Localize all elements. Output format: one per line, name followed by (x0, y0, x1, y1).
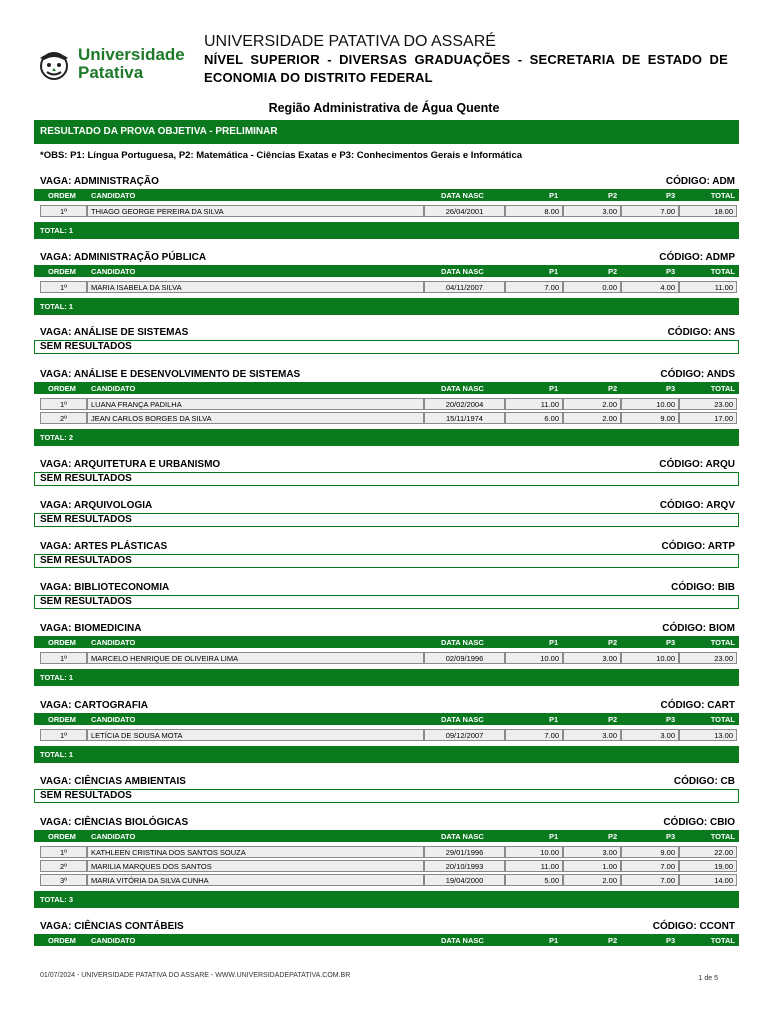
table-header (34, 382, 739, 394)
column-header-ordem: ORDEM (48, 638, 76, 647)
vaga-section (34, 921, 739, 946)
column-header-candidato: CANDIDATO (91, 832, 136, 841)
column-header-data: DATA NASC (441, 832, 484, 841)
cell-p1: 11.00 (505, 398, 563, 410)
table-total-bar (34, 669, 739, 686)
cell-total: 19.00 (679, 860, 737, 872)
column-header-total: TOTAL (710, 832, 735, 841)
table-header (34, 830, 739, 842)
column-header-ordem: ORDEM (48, 715, 76, 724)
university-logo (34, 44, 194, 88)
table-total-bar (34, 298, 739, 315)
cell-ordem: 1º (40, 205, 87, 217)
column-header-p1: P1 (549, 715, 559, 724)
column-header-candidato: CANDIDATO (91, 191, 136, 200)
cell-total: 23.00 (679, 652, 737, 664)
total-count: TOTAL: 1 (40, 302, 74, 311)
vaga-code: CÓDIGO: CB (673, 776, 735, 787)
vaga-name: VAGA: ADMINISTRAÇÃO PÚBLICA (40, 252, 207, 263)
column-header-total: TOTAL (710, 715, 735, 724)
column-header-total: TOTAL (710, 191, 735, 200)
column-header-p2: P2 (608, 715, 618, 724)
column-header-p1: P1 (549, 384, 559, 393)
column-header-total: TOTAL (710, 638, 735, 647)
column-header-p3: P3 (666, 638, 676, 647)
cell-p1: 7.00 (505, 729, 563, 741)
table-body (34, 725, 739, 742)
column-header-data: DATA NASC (441, 384, 484, 393)
vaga-title-bar (34, 817, 739, 830)
total-count: TOTAL: 1 (40, 226, 74, 235)
table-total-bar (34, 891, 739, 908)
column-header-ordem: ORDEM (48, 936, 76, 945)
vaga-section (34, 623, 739, 686)
cell-ordem: 1º (40, 281, 87, 293)
vaga-name: VAGA: ANÁLISE E DESENVOLVIMENTO DE SISTEMAS (40, 369, 301, 380)
table-row (34, 846, 739, 859)
vaga-title-bar (34, 582, 739, 595)
vaga-title-bar (34, 327, 739, 340)
column-header-total: TOTAL (710, 936, 735, 945)
cell-ordem: 2º (40, 412, 87, 424)
vaga-section (34, 459, 739, 486)
cell-p1: 8.00 (505, 205, 563, 217)
logo-text-line2: Patativa (78, 63, 144, 82)
cell-p2: 2.00 (563, 398, 621, 410)
vaga-section (34, 817, 739, 908)
cell-candidato: JEAN CARLOS BORGES DA SILVA (87, 412, 424, 424)
table-body (34, 277, 739, 294)
column-header-ordem: ORDEM (48, 832, 76, 841)
column-header-p3: P3 (666, 715, 676, 724)
cell-candidato: MARCELO HENRIQUE DE OLIVEIRA LIMA (87, 652, 424, 664)
page-header (0, 0, 768, 100)
cell-data: 15/11/1974 (424, 412, 505, 424)
column-header-p1: P1 (549, 191, 559, 200)
no-results-box: SEM RESULTADOS (34, 472, 739, 486)
vaga-title-bar (34, 459, 739, 472)
vaga-title-bar (34, 623, 739, 636)
cell-ordem: 1º (40, 652, 87, 664)
vaga-name: VAGA: ANÁLISE DE SISTEMAS (40, 327, 189, 338)
cell-p3: 10.00 (621, 398, 679, 410)
column-header-p3: P3 (666, 191, 676, 200)
cell-p2: 3.00 (563, 652, 621, 664)
cell-p2: 2.00 (563, 412, 621, 424)
cell-total: 23.00 (679, 398, 737, 410)
vaga-section (34, 369, 739, 446)
result-banner (34, 120, 739, 144)
cell-candidato: THIAGO GEORGE PEREIRA DA SILVA (87, 205, 424, 217)
logo-text (78, 46, 185, 82)
vaga-title-bar (34, 541, 739, 554)
cell-p3: 4.00 (621, 281, 679, 293)
column-header-data: DATA NASC (441, 715, 484, 724)
cell-data: 09/12/2007 (424, 729, 505, 741)
vaga-section (34, 252, 739, 315)
table-total-bar (34, 429, 739, 446)
table-row (34, 860, 739, 873)
column-header-p2: P2 (608, 267, 618, 276)
no-results-box: SEM RESULTADOS (34, 513, 739, 527)
region-title: Região Administrativa de Água Quente (268, 101, 500, 115)
cell-p1: 11.00 (505, 860, 563, 872)
table-row (34, 729, 739, 742)
cell-data: 02/09/1996 (424, 652, 505, 664)
column-header-ordem: ORDEM (48, 191, 76, 200)
table-body (34, 201, 739, 218)
vaga-section (34, 176, 739, 239)
vaga-title-bar (34, 921, 739, 934)
column-header-p1: P1 (549, 832, 559, 841)
column-header-p2: P2 (608, 832, 618, 841)
cell-candidato: MARILIA MARQUES DOS SANTOS (87, 860, 424, 872)
total-count: TOTAL: 1 (40, 673, 74, 682)
vaga-section (34, 776, 739, 803)
vaga-section (34, 327, 739, 354)
cell-ordem: 1º (40, 846, 87, 858)
cell-p1: 10.00 (505, 652, 563, 664)
table-body (34, 394, 739, 425)
cell-p2: 3.00 (563, 205, 621, 217)
vaga-title-bar (34, 252, 739, 265)
cell-p1: 5.00 (505, 874, 563, 886)
column-header-p3: P3 (666, 267, 676, 276)
cell-data: 20/10/1993 (424, 860, 505, 872)
vaga-title-bar (34, 700, 739, 713)
cell-p3: 7.00 (621, 205, 679, 217)
cell-p1: 6.00 (505, 412, 563, 424)
vaga-title-bar (34, 776, 739, 789)
vaga-name: VAGA: CIÊNCIAS CONTÁBEIS (40, 921, 184, 932)
table-row (34, 874, 739, 887)
table-header (34, 713, 739, 725)
page-number: 1 de 5 (698, 975, 718, 982)
table-row (34, 652, 739, 665)
column-header-data: DATA NASC (441, 191, 484, 200)
column-header-candidato: CANDIDATO (91, 715, 136, 724)
vaga-code: CÓDIGO: CCONT (652, 921, 735, 932)
table-header (34, 265, 739, 277)
vaga-section (34, 500, 739, 527)
column-header-p2: P2 (608, 191, 618, 200)
vaga-code: CÓDIGO: BIOM (662, 623, 735, 634)
vaga-code: CÓDIGO: ARQU (659, 459, 735, 470)
column-header-ordem: ORDEM (48, 384, 76, 393)
total-count: TOTAL: 1 (40, 750, 74, 759)
table-header (34, 636, 739, 648)
cell-p2: 3.00 (563, 846, 621, 858)
vaga-code: CÓDIGO: BIB (671, 582, 735, 593)
cell-ordem: 1º (40, 398, 87, 410)
cell-p2: 2.00 (563, 874, 621, 886)
vaga-title-bar (34, 500, 739, 513)
no-results-box: SEM RESULTADOS (34, 595, 739, 609)
table-row (34, 281, 739, 294)
vaga-name: VAGA: BIBLIOTECONOMIA (40, 582, 170, 593)
cell-p1: 10.00 (505, 846, 563, 858)
table-row (34, 205, 739, 218)
table-header (34, 189, 739, 201)
vaga-name: VAGA: ARTES PLÁSTICAS (40, 541, 168, 552)
cell-data: 19/04/2000 (424, 874, 505, 886)
vaga-code: CÓDIGO: ADM (665, 176, 735, 187)
footer-date-site: 01/07/2024 - UNIVERSIDADE PATATIVA DO ASSARE - WWW.UNIVERSIDADEPATATIVA.COM.BR (40, 972, 351, 979)
column-header-data: DATA NASC (441, 638, 484, 647)
column-header-p2: P2 (608, 384, 618, 393)
vaga-name: VAGA: ARQUIVOLOGIA (40, 500, 153, 511)
vaga-name: VAGA: ARQUITETURA E URBANISMO (40, 459, 221, 470)
vaga-code: CÓDIGO: ADMP (659, 252, 735, 263)
vaga-name: VAGA: CARTOGRAFIA (40, 700, 148, 711)
patativa-mascot-icon (34, 44, 74, 84)
table-body (34, 648, 739, 665)
cell-total: 11.00 (679, 281, 737, 293)
vaga-code: CÓDIGO: ARTP (661, 541, 735, 552)
column-header-p3: P3 (666, 384, 676, 393)
vaga-section (34, 541, 739, 568)
column-header-candidato: CANDIDATO (91, 936, 136, 945)
cell-p2: 3.00 (563, 729, 621, 741)
vaga-title-bar (34, 369, 739, 382)
cell-ordem: 1º (40, 729, 87, 741)
cell-total: 22.00 (679, 846, 737, 858)
cell-p1: 7.00 (505, 281, 563, 293)
vaga-name: VAGA: ADMINISTRAÇÃO (40, 176, 159, 187)
logo-text-line1: Universidade (78, 45, 185, 64)
table-body (34, 842, 739, 887)
column-header-data: DATA NASC (441, 936, 484, 945)
column-header-p2: P2 (608, 936, 618, 945)
cell-p3: 10.00 (621, 652, 679, 664)
university-name: UNIVERSIDADE PATATIVA DO ASSARÉ (204, 33, 496, 50)
table-row (34, 412, 739, 425)
no-results-box: SEM RESULTADOS (34, 340, 739, 354)
cell-candidato: MARIA ISABELA DA SILVA (87, 281, 424, 293)
column-header-p1: P1 (549, 936, 559, 945)
column-header-p1: P1 (549, 638, 559, 647)
column-header-candidato: CANDIDATO (91, 638, 136, 647)
cell-total: 13.00 (679, 729, 737, 741)
column-header-candidato: CANDIDATO (91, 384, 136, 393)
table-total-bar (34, 746, 739, 763)
column-header-total: TOTAL (710, 384, 735, 393)
vaga-section (34, 700, 739, 763)
cell-ordem: 2º (40, 860, 87, 872)
cell-p3: 9.00 (621, 412, 679, 424)
vaga-code: CÓDIGO: CBIO (663, 817, 735, 828)
cell-p2: 1.00 (563, 860, 621, 872)
cell-total: 17.00 (679, 412, 737, 424)
vaga-section (34, 582, 739, 609)
result-banner-text: RESULTADO DA PROVA OBJETIVA - PRELIMINAR (40, 126, 278, 137)
column-header-data: DATA NASC (441, 267, 484, 276)
total-count: TOTAL: 3 (40, 895, 74, 904)
cell-total: 18.00 (679, 205, 737, 217)
obs-note: *OBS: P1: Língua Portuguesa, P2: Matemática - Ciências Exatas e P3: Conhecimentos Gerais e Informática (40, 150, 523, 161)
no-results-box: SEM RESULTADOS (34, 554, 739, 568)
cell-p3: 3.00 (621, 729, 679, 741)
cell-candidato: KATHLEEN CRISTINA DOS SANTOS SOUZA (87, 846, 424, 858)
exam-level-title: NÍVEL SUPERIOR - DIVERSAS GRADUAÇÕES - SECRETARIA DE ESTADO DE ECONOMIA DO DISTRITO FEDERAL (204, 52, 728, 85)
column-header-candidato: CANDIDATO (91, 267, 136, 276)
vaga-code: CÓDIGO: ANDS (660, 369, 735, 380)
table-header (34, 934, 739, 946)
vaga-name: VAGA: CIÊNCIAS AMBIENTAIS (40, 776, 186, 787)
table-row (34, 398, 739, 411)
cell-p2: 0.00 (563, 281, 621, 293)
cell-candidato: LETÍCIA DE SOUSA MOTA (87, 729, 424, 741)
table-total-bar (34, 222, 739, 239)
column-header-p2: P2 (608, 638, 618, 647)
cell-p3: 9.00 (621, 846, 679, 858)
column-header-ordem: ORDEM (48, 267, 76, 276)
cell-data: 29/01/1996 (424, 846, 505, 858)
no-results-box: SEM RESULTADOS (34, 789, 739, 803)
cell-candidato: MARIA VITÓRIA DA SILVA CUNHA (87, 874, 424, 886)
cell-data: 26/04/2001 (424, 205, 505, 217)
total-count: TOTAL: 2 (40, 433, 74, 442)
column-header-p3: P3 (666, 936, 676, 945)
cell-data: 20/02/2004 (424, 398, 505, 410)
column-header-total: TOTAL (710, 267, 735, 276)
vaga-code: CÓDIGO: CART (660, 700, 735, 711)
vaga-code: CÓDIGO: ARQV (659, 500, 735, 511)
cell-ordem: 3º (40, 874, 87, 886)
cell-candidato: LUANA FRANÇA PADILHA (87, 398, 424, 410)
vaga-title-bar (34, 176, 739, 189)
cell-total: 14.00 (679, 874, 737, 886)
cell-data: 04/11/2007 (424, 281, 505, 293)
vaga-code: CÓDIGO: ANS (667, 327, 735, 338)
vaga-name: VAGA: BIOMEDICINA (40, 623, 142, 634)
column-header-p1: P1 (549, 267, 559, 276)
cell-p3: 7.00 (621, 860, 679, 872)
cell-p3: 7.00 (621, 874, 679, 886)
column-header-p3: P3 (666, 832, 676, 841)
vaga-name: VAGA: CIÊNCIAS BIOLÓGICAS (40, 817, 189, 828)
